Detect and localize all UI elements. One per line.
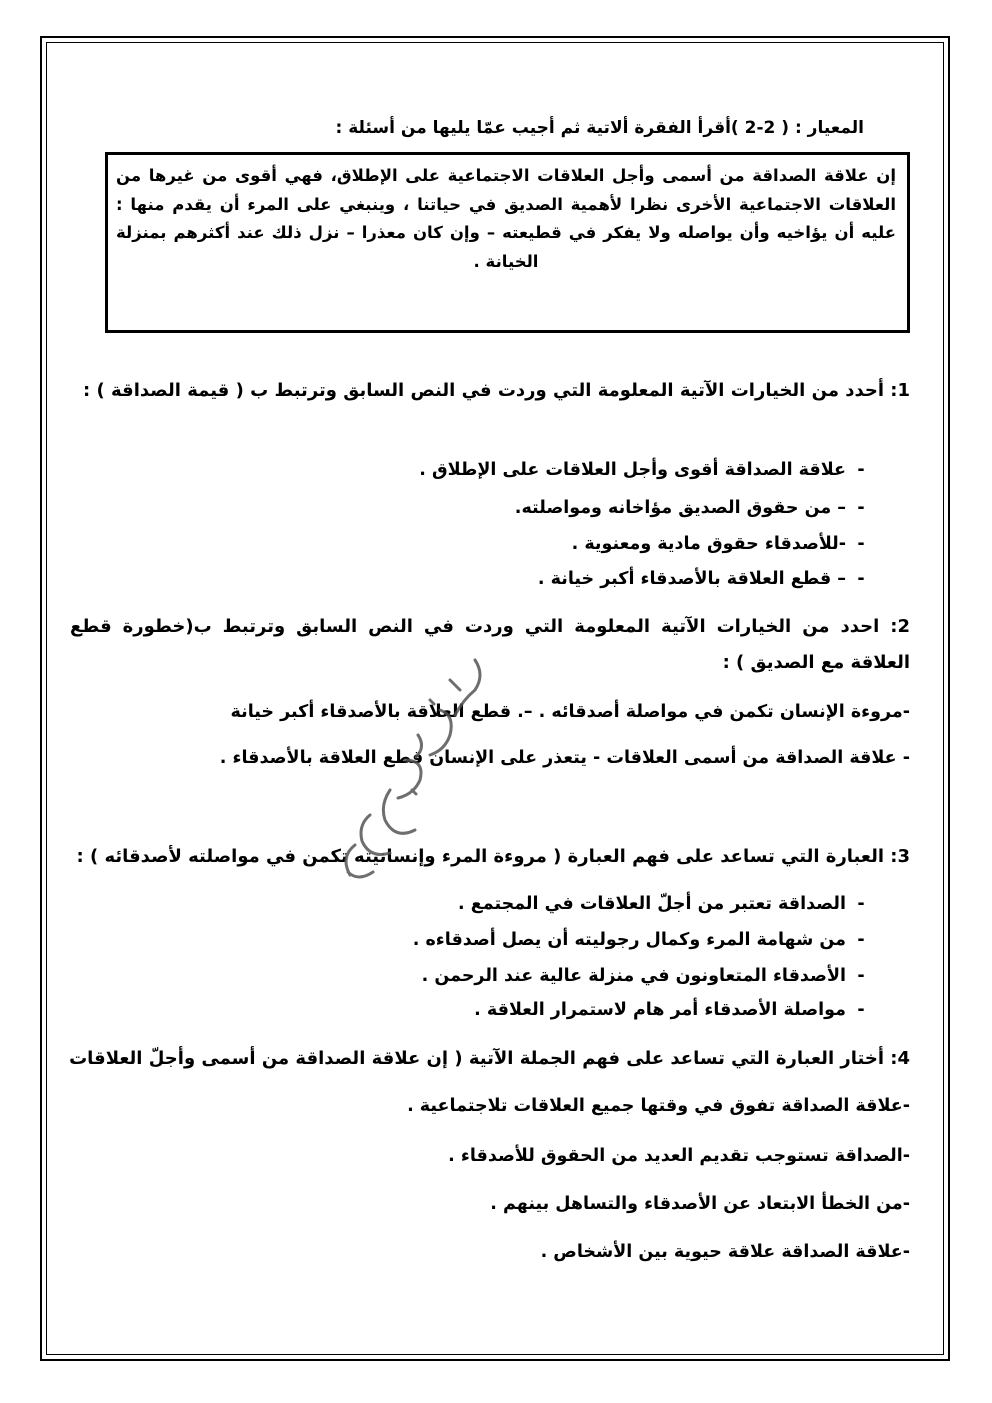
- question-2-options-row-2: - علاقة الصداقة من أسمى العلاقات - يتعذر على الإنسان قطع العلاقة بالأصدقاء .: [219, 748, 910, 768]
- question-4-option: -من الخطأ الابتعاد عن الأصدقاء والتساهل بينهم .: [490, 1194, 910, 1214]
- question-3-option: -من شهامة المرء وكمال رجوليته أن يصل أصدقاءه .: [412, 930, 865, 950]
- question-1-option: -– من حقوق الصديق مؤاخانه ومواصلته.: [514, 498, 865, 518]
- question-1-title: 1: أحدد من الخيارات الآتية المعلومة التي وردت في النص السابق وترتبط ب ( قيمة الصداقة ) :: [83, 380, 910, 401]
- question-3-option: -الأصدقاء المتعاونون في منزلة عالية عند الرحمن .: [421, 966, 865, 986]
- question-1-option: --للأصدقاء حقوق مادية ومعنوية .: [571, 534, 865, 554]
- question-3-option: -الصداقة تعتبر من أجلّ العلاقات في المجتمع .: [458, 894, 865, 914]
- question-4-option: -علاقة الصداقة علاقة حيوية بين الأشخاص .: [540, 1242, 910, 1262]
- question-4-option: -علاقة الصداقة تفوق في وقتها جميع العلاقات تلاجتماعية .: [407, 1096, 910, 1116]
- question-2-title-cont: العلاقة مع الصديق ) :: [722, 652, 910, 673]
- question-1-option: -– قطع العلاقة بالأصدقاء أكبر خيانة .: [537, 569, 865, 589]
- question-2-options-row-1: -مروءة الإنسان تكمن في مواصلة أصدقائه . –. قطع العلاقة بالأصدقاء أكبر خيانة: [230, 702, 910, 722]
- question-3-option: -مواصلة الأصدقاء أمر هام لاستمرار العلاقة .: [474, 1000, 865, 1020]
- question-1-option: -علاقة الصداقة أقوى وأجل العلاقات على الإطلاق .: [419, 460, 865, 480]
- question-4-option: -الصداقة تستوجب تقديم العديد من الحقوق للأصدقاء .: [448, 1146, 910, 1166]
- passage-text: إن علاقة الصداقة من أسمى وأجل العلاقات الاجتماعية على الإطلاق، فهي أقوى من غيرها من العلاقات الاجتماعية الأخرى نظرا لأهمية الصديق في حياتنا ، وينبغي على المرء أن يقدم منها : عليه أن يؤاخيه وأن يواصله ولا يفكر في قطيعته – وإن كان معذرا – نزل ذلك عند أكثرهم بمنزلة الخيانة .: [116, 166, 896, 271]
- question-2-title: 2: احدد من الخيارات الآتية المعلومة التي وردت في النص السابق وترتبط ب(خطورة قطع: [70, 616, 910, 637]
- question-4-title: 4: أختار العبارة التي تساعد على فهم الجملة الآتية ( إن علاقة الصداقة من أسمى وأجلّ العلاقات: [69, 1048, 910, 1069]
- standard-heading: المعيار : ( 2-2 )أقرأ الفقرة ألاتية ثم أجيب عمّا يليها من أسئلة :: [335, 118, 864, 138]
- question-3-title: 3: العبارة التي تساعد على فهم العبارة ( مروءة المرء وإنسانيته تكمن في مواصلته لأصدقائه ) :: [76, 846, 910, 867]
